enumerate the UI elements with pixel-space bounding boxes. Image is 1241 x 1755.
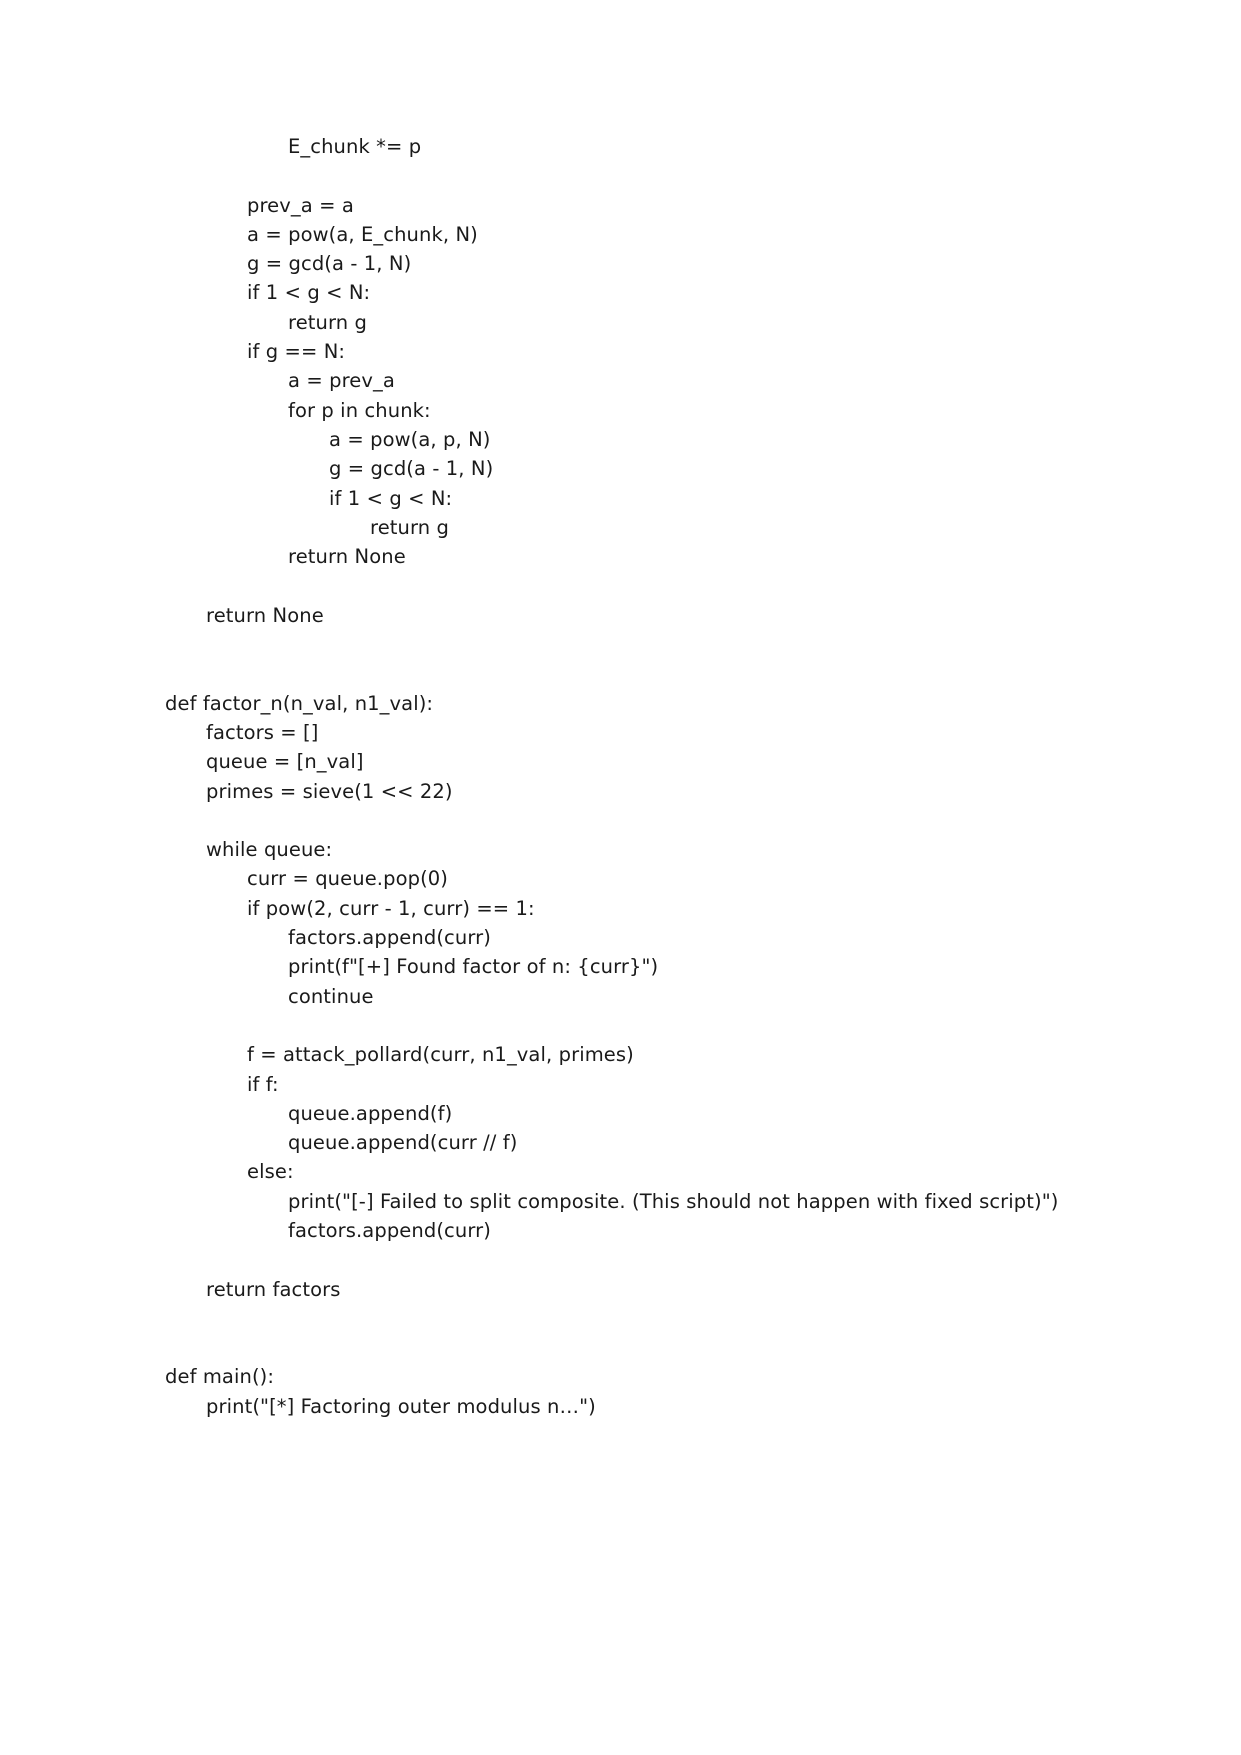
code-line: return g xyxy=(288,310,367,334)
code-blank-line xyxy=(165,1333,1201,1362)
code-line: return None xyxy=(288,545,406,569)
code-line: print("[-] Failed to split composite. (This should not happen with fixed script)") xyxy=(288,1189,1059,1213)
code-line: print("[*] Factoring outer modulus n…") xyxy=(206,1394,596,1418)
code-line: return g xyxy=(370,515,449,539)
code-line: def main(): xyxy=(165,1365,275,1389)
code-line: queue.append(curr // f) xyxy=(288,1131,518,1155)
code-line: curr = queue.pop(0) xyxy=(247,867,449,891)
code-line: continue xyxy=(288,984,374,1008)
code-line: factors.append(curr) xyxy=(288,926,491,950)
code-line: if 1 < g < N: xyxy=(329,486,453,510)
code-line: for p in chunk: xyxy=(288,398,431,422)
code-line: return factors xyxy=(206,1277,341,1301)
code-line: g = gcd(a - 1, N) xyxy=(329,457,494,481)
code-line: queue.append(f) xyxy=(288,1101,453,1125)
code-blank-line xyxy=(165,659,1201,688)
code-blank-line xyxy=(165,1304,1201,1333)
code-listing xyxy=(165,132,1201,1421)
code-line: return None xyxy=(206,603,324,627)
code-line: if pow(2, curr - 1, curr) == 1: xyxy=(247,896,535,920)
code-line: prev_a = a xyxy=(247,193,354,217)
code-line: while queue: xyxy=(206,838,333,862)
code-blank-line xyxy=(165,630,1201,659)
code-line: else: xyxy=(247,1160,294,1184)
code-line: def factor_n(n_val, n1_val): xyxy=(165,691,434,715)
code-blank-line xyxy=(165,806,1201,835)
code-line: if g == N: xyxy=(247,340,346,364)
code-line: if f: xyxy=(247,1072,279,1096)
code-line: if 1 < g < N: xyxy=(247,281,371,305)
code-line: a = pow(a, p, N) xyxy=(329,427,491,451)
code-blank-line xyxy=(165,161,1201,190)
code-blank-line xyxy=(165,1011,1201,1040)
code-line: queue = [n_val] xyxy=(206,750,364,774)
code-blank-line xyxy=(165,1245,1201,1274)
code-line: E_chunk *= p xyxy=(288,135,422,158)
code-line: factors = [] xyxy=(206,720,319,744)
code-line: f = attack_pollard(curr, n1_val, primes) xyxy=(247,1043,634,1067)
code-line: g = gcd(a - 1, N) xyxy=(247,252,412,276)
code-line: a = pow(a, E_chunk, N) xyxy=(247,222,478,246)
code-line: print(f"[+] Found factor of n: {curr}") xyxy=(288,955,659,979)
code-line: factors.append(curr) xyxy=(288,1218,491,1242)
code-line: primes = sieve(1 << 22) xyxy=(206,779,453,803)
code-blank-line xyxy=(165,571,1201,600)
code-line: a = prev_a xyxy=(288,369,395,393)
